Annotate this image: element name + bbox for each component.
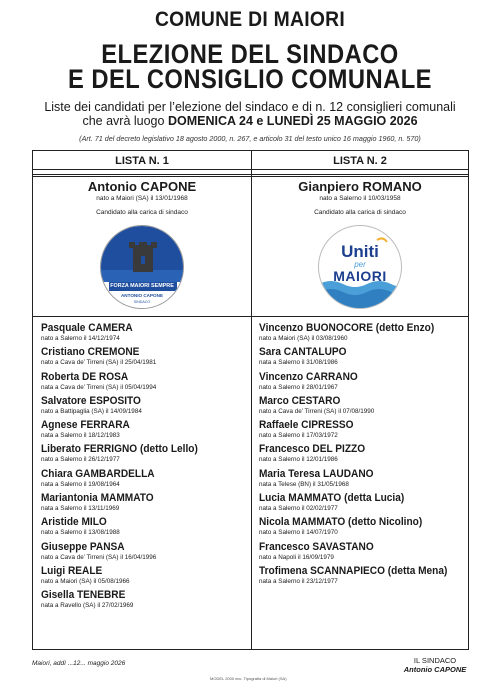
candidate-birth: nato a Napoli il 16/09/1979 [259, 553, 334, 561]
candidate-row [33, 541, 251, 565]
candidate-birth: nato a Salerno il 14/12/1974 [41, 335, 120, 342]
candidate-row [251, 443, 469, 467]
candidate-birth: nato a Salerno il 12/01/1986 [259, 456, 338, 464]
lista-2-logo-line3: MAIORI [333, 268, 387, 284]
lista-1-title: LISTA N. 1 [115, 155, 169, 167]
intro-line2-prefix: che avrà luogo [82, 114, 168, 128]
candidate-name: Chiara GAMBARDELLA [41, 467, 155, 480]
candidate-birth: nato a Cava de’ Tirreni (SA) il 16/04/1996 [41, 553, 157, 561]
candidate-birth: nata a Salerno il 19/08/1964 [41, 480, 120, 488]
candidate-row [33, 322, 251, 346]
candidate-birth: nata a Salerno il 13/11/1969 [41, 505, 120, 513]
candidate-name: Gisella TENEBRE [41, 589, 126, 602]
candidate-row [251, 565, 469, 589]
candidate-name: Luigi REALE [41, 564, 103, 577]
candidate-name: Trofimena SCANNAPIECO (detta Mena) [259, 564, 448, 577]
election-title-line2: E DEL CONSIGLIO COMUNALE [68, 64, 432, 94]
candidate-name: Francesco DEL PIZZO [259, 443, 366, 456]
lista-2-logo-line2: per [354, 260, 366, 269]
lista-2-candidate-role: Candidato alla carica di sindaco [314, 209, 406, 216]
sindaco-label: IL SINDACO [413, 656, 457, 665]
lista-1-logo-tag: SINDACO [133, 300, 151, 304]
candidate-row [33, 492, 251, 516]
candidate-name: Vincenzo CARRANO [259, 370, 358, 383]
intro-line1: Liste dei candidati per l’elezione del sindaco e di n. 12 consiglieri comunali [44, 100, 456, 114]
lista-2-members [251, 322, 469, 589]
candidate-birth: nata a Salerno il 02/02/1977 [259, 505, 338, 513]
candidate-birth: nata a Salerno il 31/08/1986 [259, 359, 338, 367]
candidate-name: Cristiano CREMONE [41, 346, 140, 359]
candidate-birth: nato a Salerno il 14/07/1970 [259, 529, 338, 537]
candidate-birth: nato a Battipaglia (SA) il 14/09/1984 [41, 407, 142, 415]
legal-reference: (Art. 71 del decreto legislativo 18 agosto 2000, n. 267, e articolo 31 del testo unico 16 maggio 1960, n. 570) [79, 134, 421, 143]
candidate-row [251, 419, 469, 443]
lista-1-logo-name: FORZA MAIORI SEMPRE [110, 283, 174, 289]
candidate-birth: nata a Telese (BN) il 31/05/1968 [259, 480, 349, 488]
candidate-birth: nato a Maiori (SA) il 03/08/1960 [259, 335, 348, 342]
candidate-row [33, 443, 251, 467]
election-title [30, 39, 470, 94]
candidate-name: Mariantonia MAMMATO [41, 492, 154, 505]
candidate-row [251, 371, 469, 395]
candidate-row [251, 516, 469, 540]
candidate-name: Giuseppe PANSA [41, 540, 125, 553]
candidate-name: Maria Teresa LAUDANO [259, 467, 374, 480]
candidate-name: Nicola MAMMATO (detto Nicolino) [259, 516, 423, 529]
lista-1-logo-sub: ANTONIO CAPONE [120, 293, 164, 298]
candidate-birth: nata a Salerno il 18/12/1983 [41, 432, 120, 440]
candidate-name: Aristide MILO [41, 516, 107, 529]
election-date: DOMENICA 24 e LUNEDÌ 25 MAGGIO 2026 [167, 114, 418, 128]
candidates-rule [33, 316, 468, 317]
lists-table [32, 150, 469, 650]
candidate-name: Liberato FERRIGNO (detto Lello) [41, 443, 198, 456]
candidate-name: Sara CANTALUPO [259, 346, 347, 359]
candidate-name: Raffaele CIPRESSO [259, 419, 354, 432]
intro-line2 [0, 114, 500, 128]
candidate-row [251, 492, 469, 516]
candidate-row [251, 346, 469, 370]
header-double-rule [33, 174, 468, 177]
candidate-name: Salvatore ESPOSITO [41, 394, 141, 407]
sindaco-name: Antonio CAPONE [403, 665, 467, 674]
footer-sindaco [390, 656, 480, 674]
lista-1-logo [100, 225, 184, 309]
lista-1-candidate-role: Candidato alla carica di sindaco [96, 209, 188, 216]
candidate-row [33, 346, 251, 370]
candidate-birth: nato a Cava de’ Tirreni (SA) il 07/08/1990 [259, 407, 375, 415]
candidate-birth: nato a Salerno il 28/01/1967 [259, 383, 338, 391]
candidate-birth: nato a Maiori (SA) il 05/08/1966 [41, 577, 130, 585]
candidate-birth: nato a Salerno il 17/03/1972 [259, 432, 338, 440]
candidate-row [251, 541, 469, 565]
lista-2-candidate-name: Gianpiero ROMANO [298, 179, 422, 194]
lista-1-candidate-birth: nato a Maiori (SA) il 13/01/1968 [96, 195, 188, 202]
candidate-row [33, 589, 251, 613]
candidate-name: Lucia MAMMATO (detta Lucia) [259, 492, 405, 505]
candidate-name: Roberta DE ROSA [41, 370, 129, 383]
candidate-name: Francesco SAVASTANO [259, 540, 374, 553]
candidate-birth: nata a Ravello (SA) il 27/02/1969 [41, 602, 134, 610]
candidate-row [33, 395, 251, 419]
candidate-row [33, 371, 251, 395]
candidate-row [33, 468, 251, 492]
candidate-row [33, 419, 251, 443]
lista-2-logo-line1: Uniti [341, 242, 379, 261]
lista-2-logo [318, 225, 402, 309]
candidate-name: Marco CESTARO [259, 394, 341, 407]
candidate-name: Agnese FERRARA [41, 419, 130, 432]
candidate-birth: nata a Cava de’ Tirreni (SA) il 05/04/1994 [41, 383, 157, 391]
candidate-name: Pasquale CAMERA [41, 322, 133, 334]
header-rule [33, 169, 468, 170]
candidate-birth: nato a Salerno il 13/08/1988 [41, 529, 120, 537]
footer-date: Maiori, addì ...12... maggio 2026 [32, 660, 126, 667]
candidate-row [251, 468, 469, 492]
lista-2-candidate-birth: nato a Salerno il 10/03/1958 [319, 195, 401, 202]
candidate-row [33, 516, 251, 540]
candidate-birth: nato a Salerno il 26/12/1977 [41, 456, 120, 464]
election-title-line1: ELEZIONE DEL SINDACO [101, 39, 399, 69]
candidate-row [251, 395, 469, 419]
footer-printer: MODEL 2000 ecc. Tipografia di Maiori (SA) [210, 676, 287, 681]
comune-title: COMUNE DI MAIORI [154, 8, 346, 31]
lista-1-candidate-name: Antonio CAPONE [87, 179, 197, 194]
candidate-row [33, 565, 251, 589]
candidate-birth: nata a Salerno il 23/12/1977 [259, 577, 338, 585]
lista-2-title: LISTA N. 2 [333, 155, 387, 167]
lista-1-members [33, 322, 251, 614]
candidate-name: Vincenzo BUONOCORE (detto Enzo) [259, 322, 435, 334]
candidate-row [251, 322, 469, 346]
candidate-birth: nato a Cava de’ Tirreni (SA) il 25/04/1981 [41, 359, 157, 367]
